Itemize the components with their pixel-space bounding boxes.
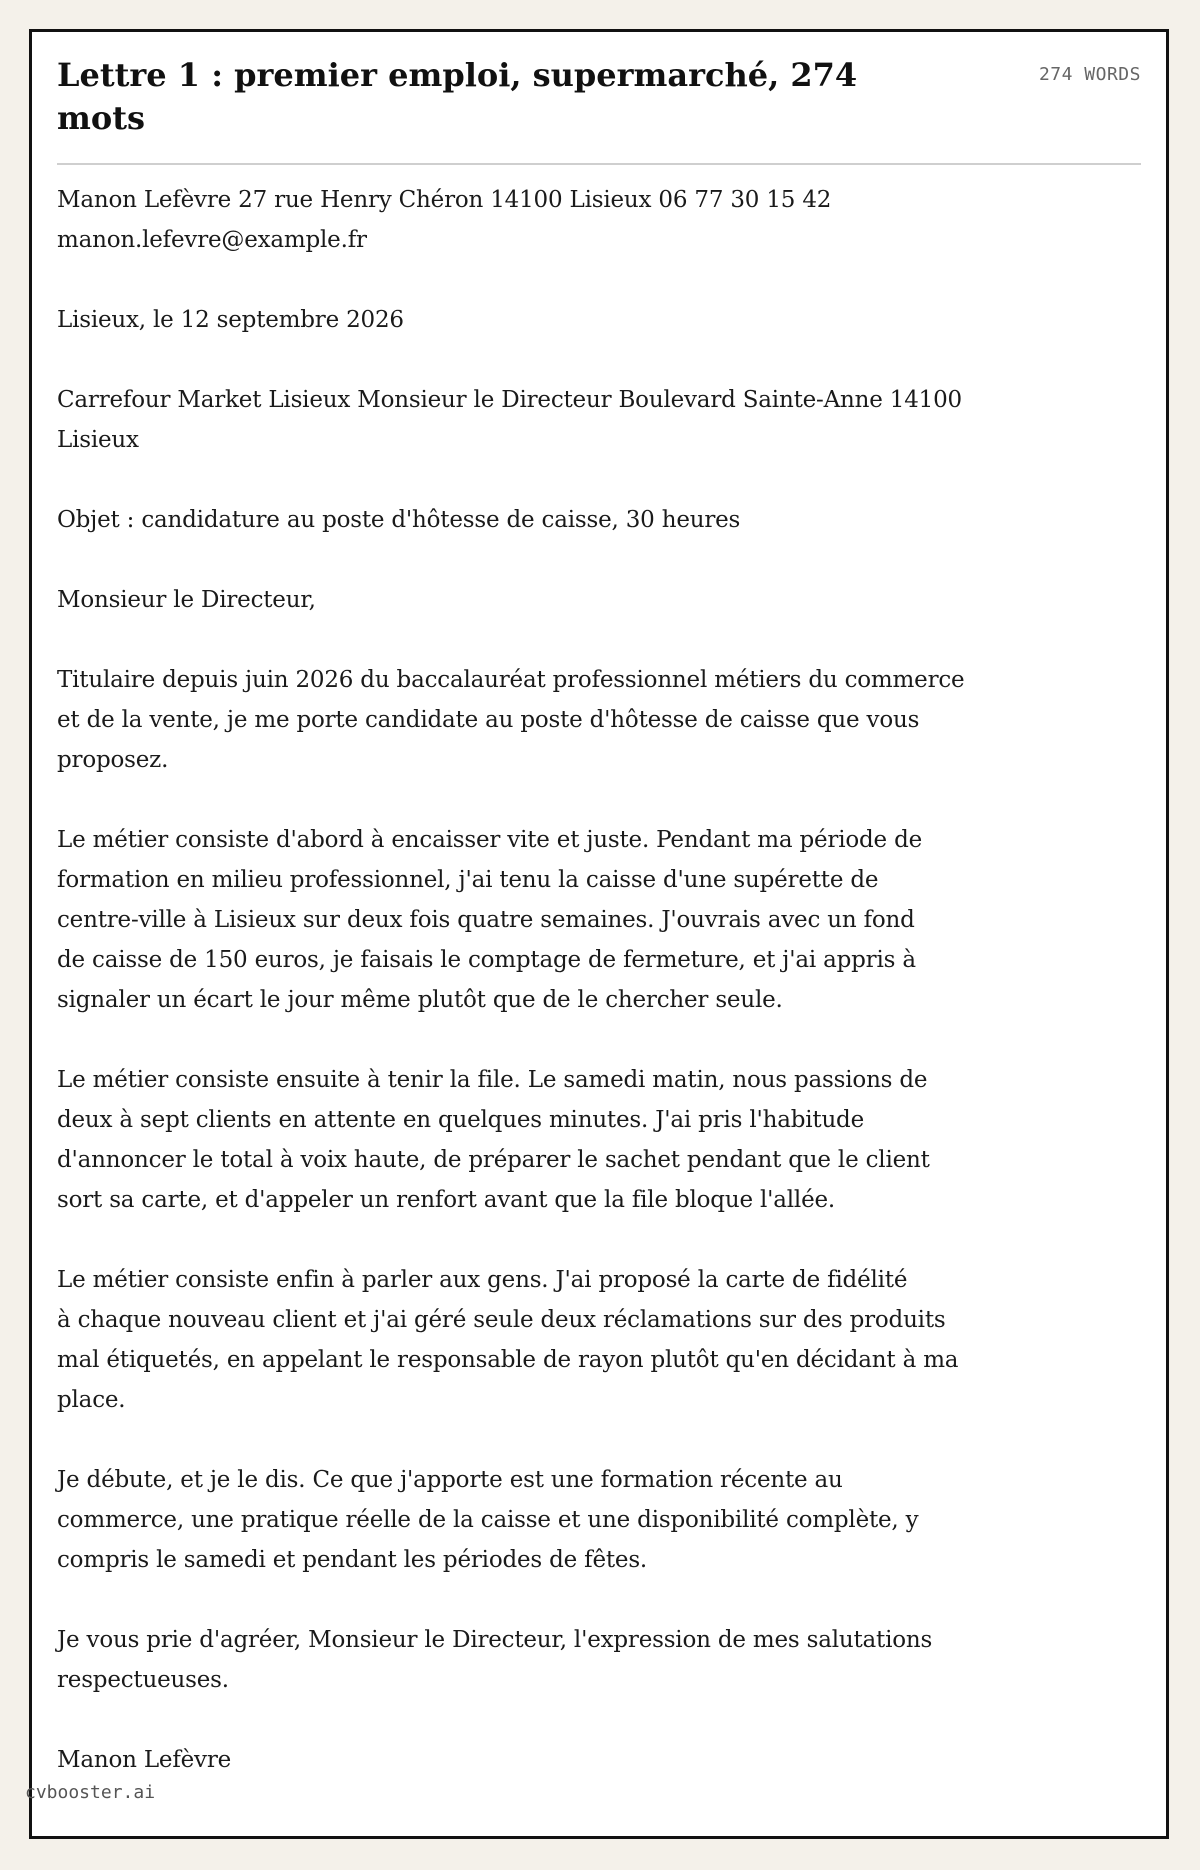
salutation: Monsieur le Directeur, bbox=[57, 587, 316, 613]
recipient-block: Carrefour Market Lisieux Monsieur le Directeur Boulevard Sainte-Anne 14100 Lisieux bbox=[57, 387, 962, 453]
body-paragraph-cash: Le métier consiste d'abord à encaisser vite et juste. Pendant ma période de formation en milieu professionnel, j'ai tenu la caisse d'une supérette de centre-ville à Lisieux sur deux fois quatre semaines. J'ouvrais avec un fond de caisse de 150 euros, je faisais le comptage de fermeture, et j'ai appris à signaler un écart le jour même plutôt que de le chercher seule. bbox=[57, 827, 922, 1013]
date-line: Lisieux, le 12 septembre 2026 bbox=[57, 307, 404, 333]
footer-brand: cvbooster.ai bbox=[25, 1782, 156, 1803]
word-count-badge: 274 WORDS bbox=[1038, 64, 1141, 85]
letter-card bbox=[29, 29, 1169, 1839]
letter-body bbox=[57, 180, 1017, 1820]
subject-line: Objet : candidature au poste d'hôtesse de caisse, 30 heures bbox=[57, 507, 741, 533]
body-paragraph-closing: Je débute, et je le dis. Ce que j'apporte est une formation récente au commerce, une pratique réelle de la caisse et une disponibilité complète, y compris le samedi et pendant les périodes de fêtes. bbox=[57, 1467, 919, 1573]
closing-formula: Je vous prie d'agréer, Monsieur le Directeur, l'expression de mes salutations respectueuses. bbox=[57, 1627, 933, 1693]
body-paragraph-customers: Le métier consiste enfin à parler aux gens. J'ai proposé la carte de fidélité à chaque nouveau client et j'ai géré seule deux réclamations sur des produits mal étiquetés, en appelant le responsable de rayon plutôt qu'en décidant à ma place. bbox=[57, 1267, 959, 1413]
letter-header bbox=[57, 32, 1141, 165]
sender-block: Manon Lefèvre 27 rue Henry Chéron 14100 Lisieux 06 77 30 15 42 manon.lefevre@example.fr bbox=[57, 187, 832, 253]
body-paragraph-queue: Le métier consiste ensuite à tenir la file. Le samedi matin, nous passions de deux à sept clients en attente en quelques minutes. J'ai pris l'habitude d'annoncer le total à voix haute, de préparer le sachet pendant que le client sort sa carte, et d'appeler un renfort avant que la file bloque l'allée. bbox=[57, 1067, 930, 1213]
signature: Manon Lefèvre bbox=[57, 1747, 232, 1773]
letter-title: Lettre 1 : premier emploi, supermarché, 274 mots bbox=[57, 56, 858, 137]
body-paragraph-intro: Titulaire depuis juin 2026 du baccalauréat professionnel métiers du commerce et de la vente, je me porte candidate au poste d'hôtesse de caisse que vous proposez. bbox=[57, 667, 965, 773]
